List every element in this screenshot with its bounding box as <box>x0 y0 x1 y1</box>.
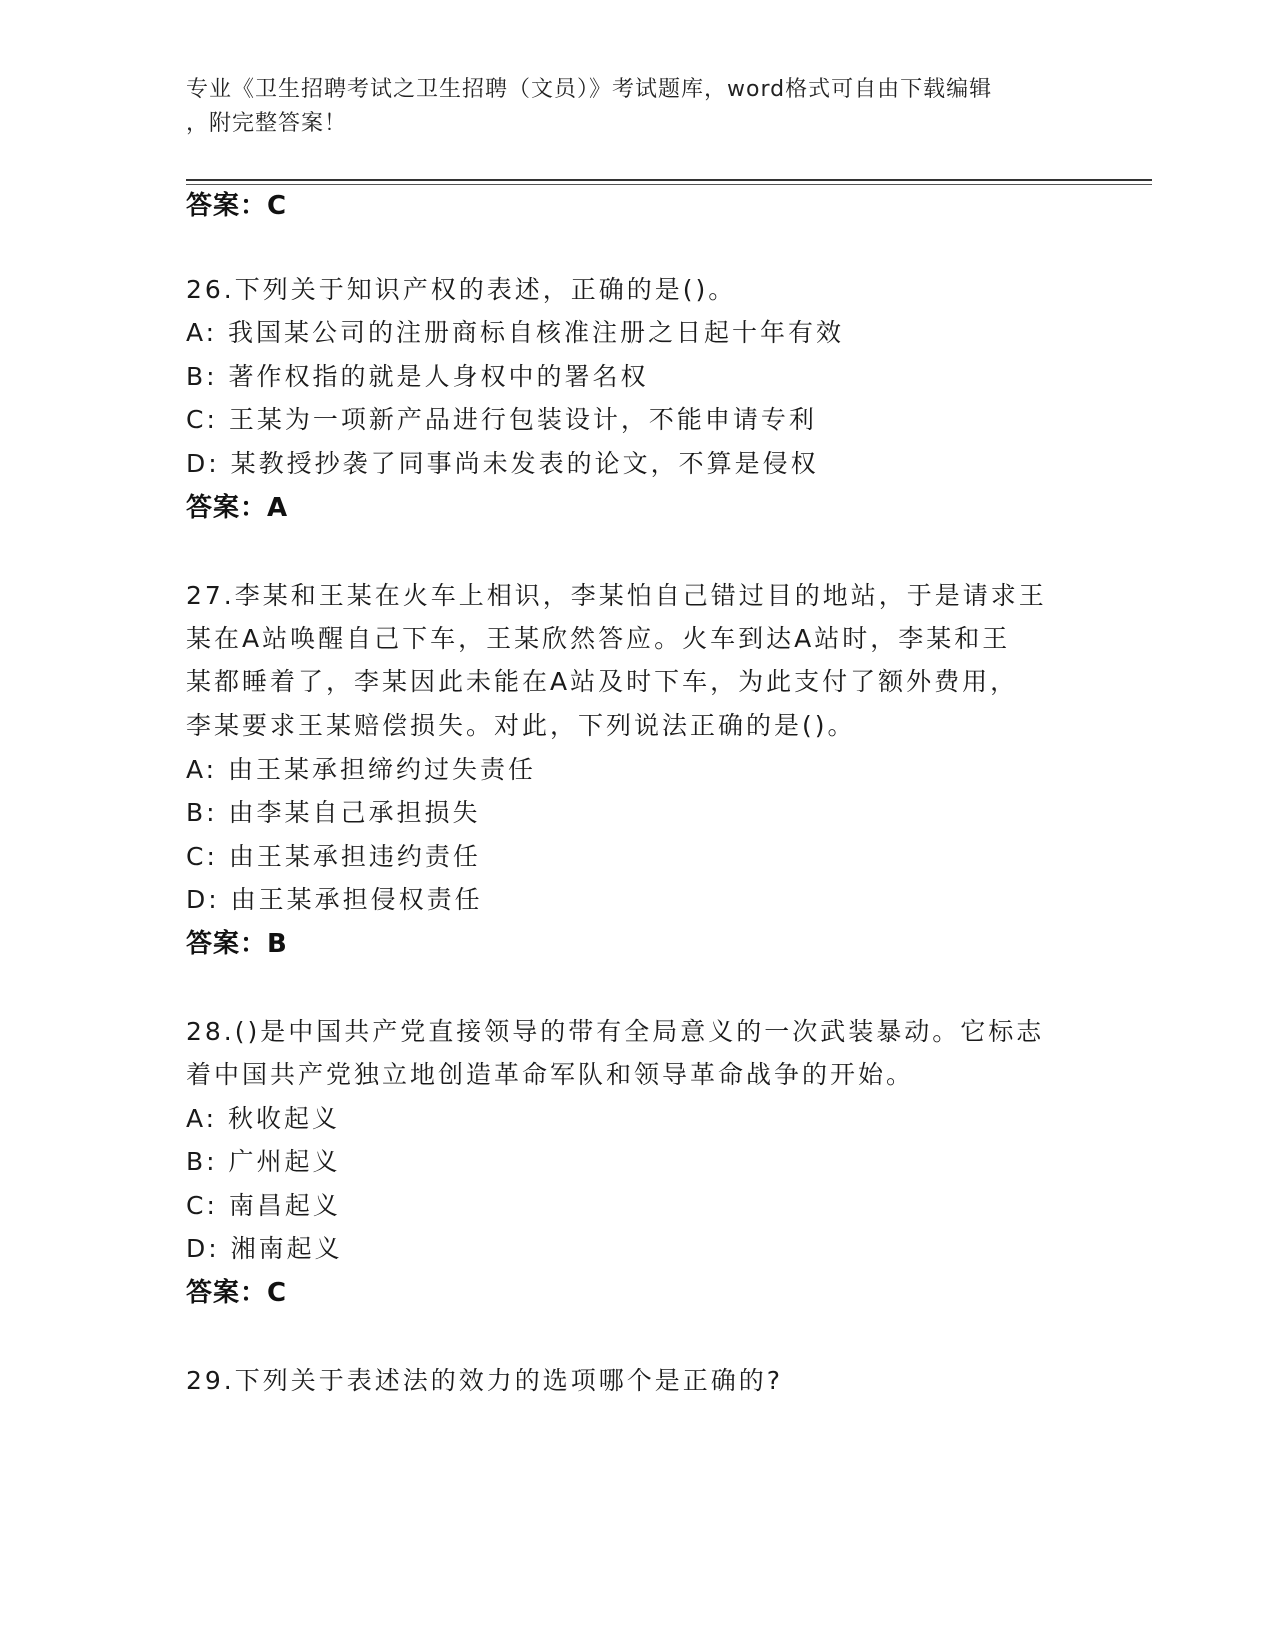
question-26-option-b: B: 著作权指的就是人身权中的署名权 <box>186 362 649 391</box>
question-26-option-a: A: 我国某公司的注册商标自核准注册之日起十年有效 <box>186 318 845 347</box>
question-27-option-b: B: 由李某自己承担损失 <box>186 798 481 827</box>
previous-answer: 答案：C <box>186 191 288 221</box>
question-27-stem-line-2: 某在A站唤醒自己下车，王某欣然答应。火车到达A站时，李某和王 <box>186 624 1011 653</box>
question-26-stem: 26.下列关于知识产权的表述，正确的是()。 <box>186 275 737 304</box>
question-28-stem-line-2: 着中国共产党独立地创造革命军队和领导革命战争的开始。 <box>186 1060 915 1089</box>
question-27-option-c: C: 由王某承担违约责任 <box>186 842 481 871</box>
question-26-option-c: C: 王某为一项新产品进行包装设计，不能申请专利 <box>186 405 817 434</box>
header-line-1: 专业《卫生招聘考试之卫生招聘（文员）》考试题库，word格式可自由下载编辑 <box>186 77 993 102</box>
question-28-option-d: D: 湘南起义 <box>186 1234 343 1263</box>
question-27-answer: 答案：B <box>186 929 288 959</box>
question-26-answer: 答案：A <box>186 493 289 523</box>
header-line-2: ，附完整答案！ <box>186 111 348 136</box>
question-27-stem-line-1: 27.李某和王某在火车上相识，李某怕自己错过目的地站，于是请求王 <box>186 581 1047 610</box>
question-28-answer: 答案：C <box>186 1278 288 1308</box>
question-27-stem-line-4: 李某要求王某赔偿损失。对此，下列说法正确的是()。 <box>186 711 856 740</box>
question-28-option-a: A: 秋收起义 <box>186 1104 341 1133</box>
question-28-option-c: C: 南昌起义 <box>186 1191 341 1220</box>
question-27-stem-line-3: 某都睡着了，李某因此未能在A站及时下车，为此支付了额外费用， <box>186 667 1019 696</box>
question-29-stem: 29.下列关于表述法的效力的选项哪个是正确的? <box>186 1366 784 1395</box>
header-divider-thick <box>186 179 1152 181</box>
question-26-option-d: D: 某教授抄袭了同事尚未发表的论文，不算是侵权 <box>186 449 819 478</box>
question-28-stem-line-1: 28.()是中国共产党直接领导的带有全局意义的一次武装暴动。它标志 <box>186 1017 1045 1046</box>
document-header <box>186 73 1086 141</box>
question-27-option-a: A: 由王某承担缔约过失责任 <box>186 755 537 784</box>
header-divider-thin <box>186 184 1152 185</box>
question-28-option-b: B: 广州起义 <box>186 1147 341 1176</box>
question-27-option-d: D: 由王某承担侵权责任 <box>186 885 483 914</box>
